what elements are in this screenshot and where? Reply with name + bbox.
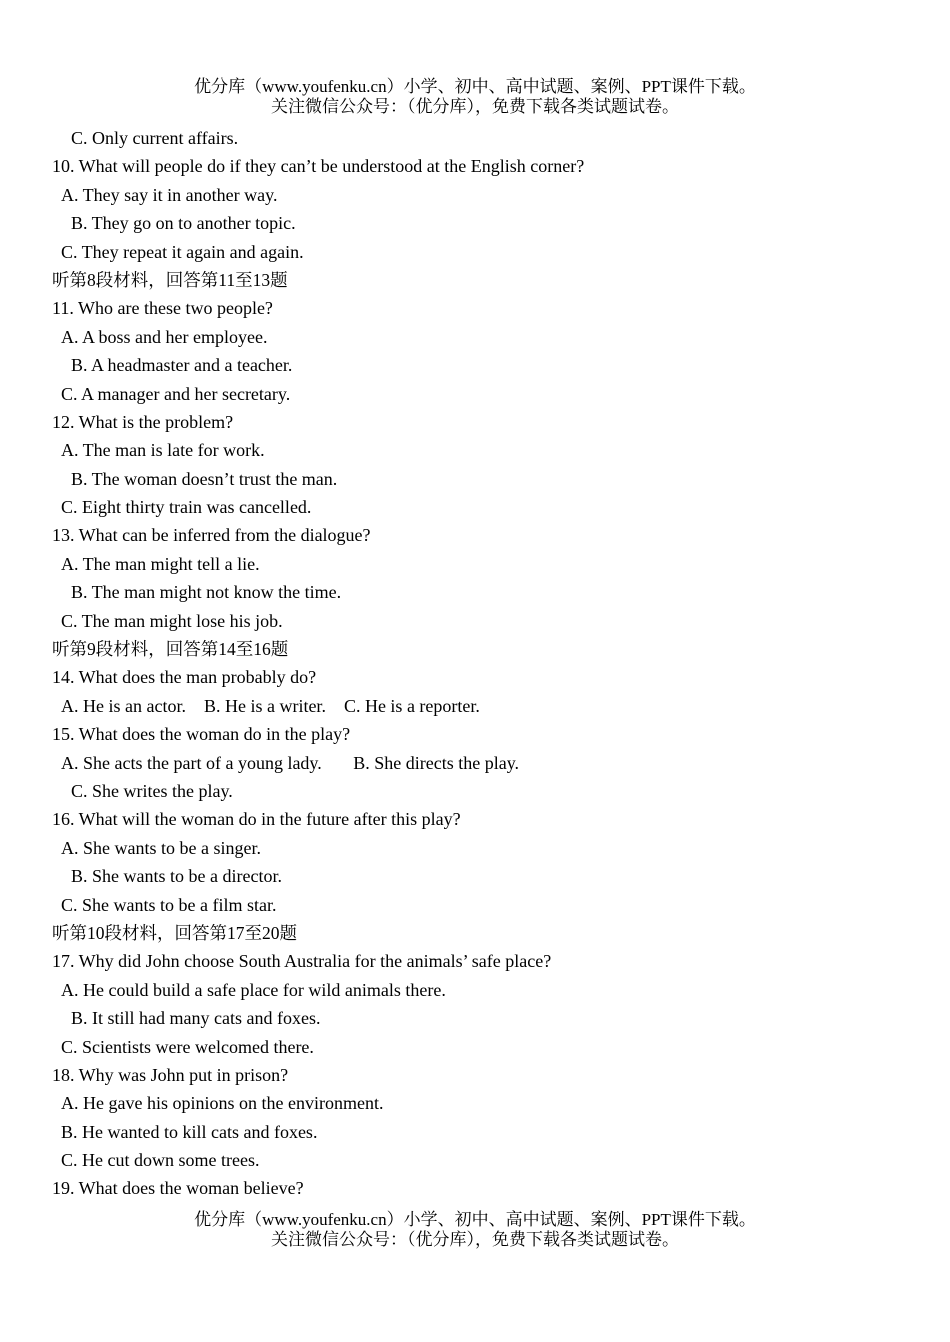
answer-option: C. The man might lose his job. xyxy=(61,610,283,631)
answer-option: B. The man might not know the time. xyxy=(71,582,342,603)
question-text: 14. What does the man probably do? xyxy=(52,667,317,688)
answer-option: A. The man is late for work. xyxy=(61,440,265,461)
answer-option: C. She writes the play. xyxy=(71,780,233,801)
header-line-1: 优分库（www.youfenku.cn）小学、初中、高中试题、案例、PPT课件下载。 xyxy=(194,77,756,96)
answer-option: A. He gave his opinions on the environment. xyxy=(61,1093,384,1114)
answer-option: A. The man might tell a lie. xyxy=(61,553,260,574)
section-instruction: 听第9段材料，回答第14至16题 xyxy=(52,639,289,660)
answer-option: A. A boss and her employee. xyxy=(61,326,268,347)
page-header xyxy=(0,77,950,117)
answer-option: B. The woman doesn’t trust the man. xyxy=(71,468,338,489)
question-text: 11. Who are these two people? xyxy=(52,298,273,319)
answer-option: A. He could build a safe place for wild animals there. xyxy=(61,979,446,1000)
answer-option: B. A headmaster and a teacher. xyxy=(71,355,293,376)
question-text: 13. What can be inferred from the dialogue? xyxy=(52,525,371,546)
answer-option: C. Scientists were welcomed there. xyxy=(61,1036,314,1057)
answer-option: A. They say it in another way. xyxy=(61,184,278,205)
question-text: 17. Why did John choose South Australia for the animals’ safe place? xyxy=(52,951,552,972)
header-line-2: 关注微信公众号：（优分库），免费下载各类试题试卷。 xyxy=(271,97,679,116)
footer-line-1: 优分库（www.youfenku.cn）小学、初中、高中试题、案例、PPT课件下载。 xyxy=(194,1210,756,1229)
page-footer xyxy=(0,1210,950,1250)
answer-option: B. He wanted to kill cats and foxes. xyxy=(61,1121,318,1142)
answer-option: C. A manager and her secretary. xyxy=(61,383,291,404)
answer-option: A. He is an actor. B. He is a writer. C. He is a reporter. xyxy=(61,695,480,716)
question-text: 16. What will the woman do in the future after this play? xyxy=(52,809,461,830)
answer-option: A. She wants to be a singer. xyxy=(61,837,261,858)
answer-option: A. She acts the part of a young lady. B. She directs the play. xyxy=(61,752,520,773)
answer-option: B. They go on to another topic. xyxy=(71,213,296,234)
answer-option: C. He cut down some trees. xyxy=(61,1150,260,1171)
footer-line-2: 关注微信公众号：（优分库），免费下载各类试题试卷。 xyxy=(271,1230,679,1249)
question-text: 12. What is the problem? xyxy=(52,411,234,432)
answer-option: B. She wants to be a director. xyxy=(71,866,282,887)
question-text: 18. Why was John put in prison? xyxy=(52,1064,289,1085)
answer-option: B. It still had many cats and foxes. xyxy=(71,1008,321,1029)
answer-option: C. She wants to be a film star. xyxy=(61,894,277,915)
section-instruction: 听第10段材料，回答第17至20题 xyxy=(52,922,297,943)
exam-body xyxy=(52,124,912,1203)
question-text: 10. What will people do if they can’t be understood at the English corner? xyxy=(52,156,585,177)
question-text: 15. What does the woman do in the play? xyxy=(52,724,351,745)
answer-option: C. Eight thirty train was cancelled. xyxy=(61,497,312,518)
section-instruction: 听第8段材料，回答第11至13题 xyxy=(52,269,288,290)
question-text: 19. What does the woman believe? xyxy=(52,1178,304,1199)
answer-option: C. Only current affairs. xyxy=(71,128,239,148)
answer-option: C. They repeat it again and again. xyxy=(61,241,304,262)
